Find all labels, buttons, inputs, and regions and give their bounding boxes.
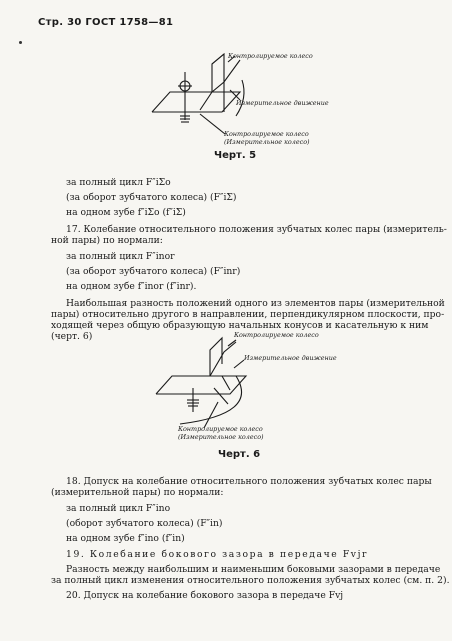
figure-6-caption: Черт. 6 <box>218 449 261 460</box>
block1-line1: за полный цикл F″iΣо <box>66 177 171 188</box>
item20-heading: 20. Допуск на колебание бокового зазора в передаче Fvj <box>66 590 344 601</box>
fig6-label-bottom2: (Измерительное колесо) <box>178 433 264 441</box>
fig6-label-gear: Контролируемое колесо <box>234 331 319 339</box>
figure-5-caption: Черт. 5 <box>214 150 257 161</box>
item19-heading: 19. Колебание бокового зазора в передаче Fvjr <box>66 549 369 560</box>
item19-line1: Разность между наибольшим и наименьшим боковыми зазорами в передаче <box>66 564 441 575</box>
item17-line1: 17. Колебание относительного положения зубчатых колес пары (измеритель- <box>66 224 447 235</box>
item17-line3: за полный цикл F″inor <box>66 251 175 262</box>
fig5-motion-arc <box>236 80 244 116</box>
block1-line3: на одном зубе f″iΣо (f″iΣ) <box>66 207 186 218</box>
fig6-horizontal-plane <box>156 376 246 394</box>
item18-line1: 18. Допуск на колебание относительного положения зубчатых колес пары <box>66 476 432 487</box>
para-line4: (черт. 6) <box>51 331 93 342</box>
item19-line2: за полный цикл изменения относительного положения зубчатых колес (см. п. 2). <box>51 575 450 586</box>
fig6-slanted-plane <box>210 342 236 376</box>
para-line2: пары) относительно другого в направлении, перпендикулярном плоскости, про- <box>51 309 445 320</box>
item18-line3: за полный цикл F″ino <box>66 503 171 514</box>
fig6-vertical-plane <box>210 338 222 376</box>
item18-line4: (оборот зубчатого колеса) (F″in) <box>66 518 223 529</box>
fig6-label-bottom1: Контролируемое колесо <box>178 425 263 433</box>
margin-dot <box>19 41 22 44</box>
para-line3: ходящей через общую образующую начальных конусов и касательную к ним <box>51 320 429 331</box>
item17-line4: (за оборот зубчатого колеса) (F″inr) <box>66 266 241 277</box>
item18-line5: на одном зубе f″ino (f″in) <box>66 533 185 544</box>
para-line1: Наибольшая разность положений одного из элементов пары (измерительной <box>66 298 445 309</box>
fig5-label-bottom2: (Измерительное колесо) <box>224 138 310 146</box>
item17-line5: на одном зубе f″inor (f″inr). <box>66 281 197 292</box>
figure-5-diagram <box>140 50 329 150</box>
page-header: Стр. 30 ГОСТ 1758—81 <box>38 17 174 28</box>
fig5-label-motion: Измерительное движение <box>236 99 329 107</box>
item18-line2: (измерительной пары) по нормали: <box>51 487 224 498</box>
fig5-label-bottom1: Контролируемое колесо <box>224 130 309 138</box>
fig5-horizontal-plane <box>152 92 240 112</box>
fig6-label-motion: Измерительное движение <box>244 354 337 362</box>
fig5-label-gear: Контролируемое колесо <box>228 52 313 60</box>
fig5-slanted-plane <box>200 60 240 110</box>
figure-6-diagram <box>148 331 337 442</box>
block1-line2: (за оборот зубчатого колеса) (F″iΣ) <box>66 192 237 203</box>
item17-line2: ной пары) по нормали: <box>51 235 163 246</box>
